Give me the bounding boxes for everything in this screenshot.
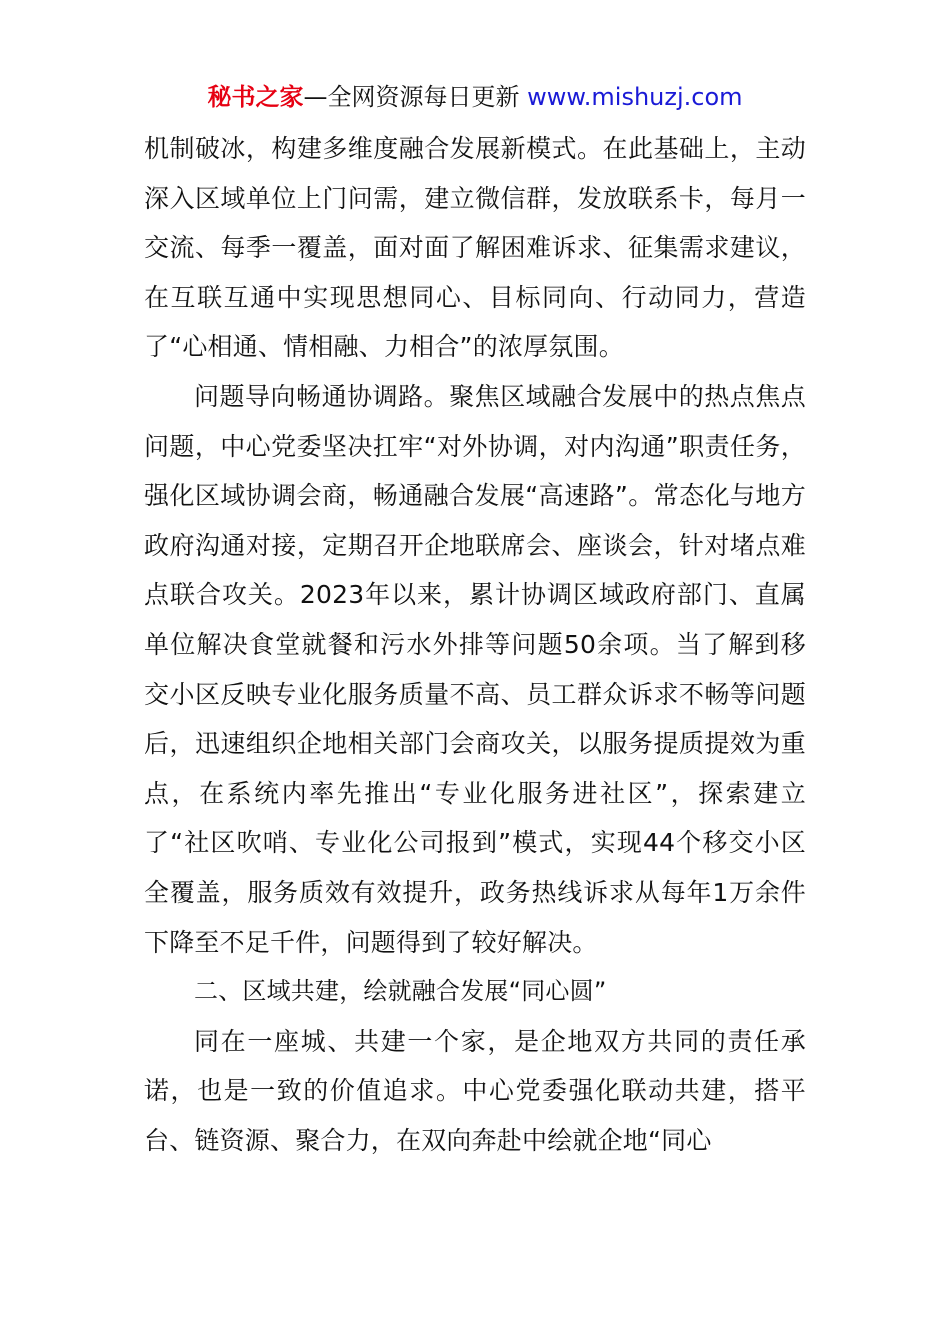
document-body (144, 124, 806, 1165)
section-heading: 二、区域共建，绘就融合发展“同心圆” (194, 977, 607, 1006)
paragraph-regional-coconstruction: 同在一座城、共建一个家，是企地双方共同的责任承诺，也是一致的价值追求。中心党委强化联动共建，搭平台、链资源、聚合力，在双向奔赴中绘就企地“同心 (144, 1026, 806, 1155)
page-header (0, 80, 950, 114)
paragraph-problem-oriented: 问题导向畅通协调路。聚焦区域融合发展中的热点焦点问题，中心党委坚决扛牢“对外协调，对内沟通”职责任务，强化区域协调会商，畅通融合发展“高速路”。常态化与地方政府沟通对接，定期召开企地联席会、座谈会，针对堵点难点联合攻关。2023年以来，累计协调区域政府部门、直属单位解决食堂就餐和污水外排等问题50余项。当了解到移交小区反映专业化服务质量不高、员工群众诉求不畅等问题后，迅速组织企地相关部门会商攻关，以服务提质提效为重点，在系统内率先推出“专业化服务进社区”，探索建立了“社区吹哨、专业化公司报到”模式，实现44个移交小区全覆盖，服务质效有效提升，政务热线诉求从每年1万余件下降至不足千件，问题得到了较好解决。 (144, 381, 806, 957)
paragraph-continuation: 机制破冰，构建多维度融合发展新模式。在此基础上，主动深入区域单位上门问需，建立微信群，发放联系卡，每月一交流、每季一覆盖，面对面了解困难诉求、征集需求建议，在互联互通中实现思想同心、目标同向、行动同力，营造了“心相通、情相融、力相合”的浓厚氛围。 (144, 134, 806, 362)
site-url[interactable]: www.mishuzj.com (527, 83, 743, 111)
site-brand: 秘书之家 (207, 83, 304, 111)
site-tagline: —全网资源每日更新 (303, 83, 520, 111)
